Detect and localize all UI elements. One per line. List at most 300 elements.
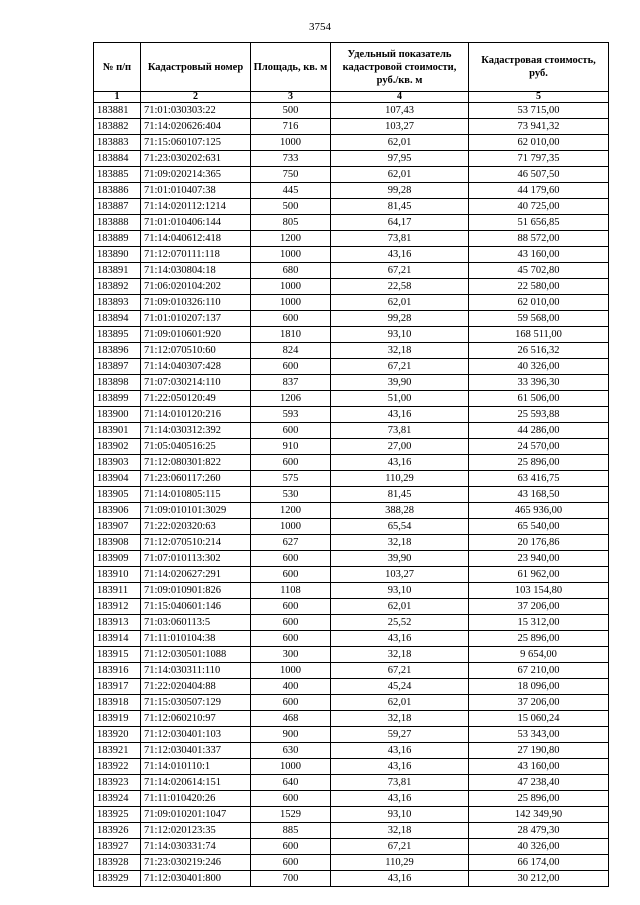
area-cell: 445	[251, 183, 331, 199]
row-number-cell: 183900	[94, 407, 141, 423]
unit-rate-cell: 64,17	[331, 215, 469, 231]
cadastral-number-cell: 71:14:040612:418	[141, 231, 251, 247]
cadastral-cost-cell: 46 507,50	[469, 167, 609, 183]
cadastral-cost-cell: 15 060,24	[469, 711, 609, 727]
cadastral-number-cell: 71:09:010901:826	[141, 583, 251, 599]
cadastral-number-cell: 71:01:010407:38	[141, 183, 251, 199]
area-cell: 600	[251, 791, 331, 807]
cadastral-cost-cell: 63 416,75	[469, 471, 609, 487]
cadastral-number-cell: 71:07:010113:302	[141, 551, 251, 567]
area-cell: 400	[251, 679, 331, 695]
cadastral-number-cell: 71:14:040307:428	[141, 359, 251, 375]
cadastral-number-cell: 71:22:050120:49	[141, 391, 251, 407]
cadastral-number-cell: 71:22:020404:88	[141, 679, 251, 695]
table-row	[94, 119, 609, 135]
cadastral-cost-cell: 71 797,35	[469, 151, 609, 167]
table-row	[94, 103, 609, 119]
cadastral-number-cell: 71:07:030214:110	[141, 375, 251, 391]
cadastral-number-cell: 71:23:060117:260	[141, 471, 251, 487]
cadastral-cost-cell: 43 168,50	[469, 487, 609, 503]
unit-rate-cell: 73,81	[331, 231, 469, 247]
unit-rate-cell: 32,18	[331, 823, 469, 839]
cadastral-number-cell: 71:09:010101:3029	[141, 503, 251, 519]
cadastral-number-cell: 71:12:070510:214	[141, 535, 251, 551]
table-row	[94, 519, 609, 535]
table-row	[94, 871, 609, 887]
unit-rate-cell: 67,21	[331, 359, 469, 375]
table-row	[94, 439, 609, 455]
cadastral-cost-cell: 26 516,32	[469, 343, 609, 359]
row-number-cell: 183893	[94, 295, 141, 311]
row-number-cell: 183901	[94, 423, 141, 439]
table-row	[94, 775, 609, 791]
cadastral-number-cell: 71:23:030202:631	[141, 151, 251, 167]
cadastral-number-cell: 71:01:030303:22	[141, 103, 251, 119]
table-row	[94, 231, 609, 247]
cadastral-cost-cell: 40 326,00	[469, 359, 609, 375]
area-cell: 1000	[251, 759, 331, 775]
cadastral-cost-cell: 61 962,00	[469, 567, 609, 583]
cadastral-number-cell: 71:14:010805:115	[141, 487, 251, 503]
area-cell: 900	[251, 727, 331, 743]
table-row	[94, 247, 609, 263]
unit-rate-cell: 110,29	[331, 855, 469, 871]
cadastral-cost-cell: 61 506,00	[469, 391, 609, 407]
cadastral-cost-cell: 44 286,00	[469, 423, 609, 439]
area-cell: 805	[251, 215, 331, 231]
row-number-cell: 183920	[94, 727, 141, 743]
header-area: Площадь, кв. м	[251, 43, 331, 92]
row-number-cell: 183929	[94, 871, 141, 887]
area-cell: 468	[251, 711, 331, 727]
unit-rate-cell: 65,54	[331, 519, 469, 535]
cadastral-cost-cell: 22 580,00	[469, 279, 609, 295]
row-number-cell: 183894	[94, 311, 141, 327]
cadastral-cost-cell: 103 154,80	[469, 583, 609, 599]
unit-rate-cell: 32,18	[331, 343, 469, 359]
table-row	[94, 663, 609, 679]
unit-rate-cell: 388,28	[331, 503, 469, 519]
table-row	[94, 471, 609, 487]
cadastral-number-cell: 71:14:010120:216	[141, 407, 251, 423]
table-row	[94, 855, 609, 871]
table-row	[94, 295, 609, 311]
row-number-cell: 183882	[94, 119, 141, 135]
cadastral-number-cell: 71:12:030501:1088	[141, 647, 251, 663]
cadastral-number-cell: 71:01:010406:144	[141, 215, 251, 231]
row-number-cell: 183886	[94, 183, 141, 199]
row-number-cell: 183914	[94, 631, 141, 647]
cadastral-number-cell: 71:14:030312:392	[141, 423, 251, 439]
unit-rate-cell: 62,01	[331, 135, 469, 151]
unit-rate-cell: 43,16	[331, 407, 469, 423]
unit-rate-cell: 110,29	[331, 471, 469, 487]
area-cell: 500	[251, 103, 331, 119]
cadastral-cost-cell: 168 511,00	[469, 327, 609, 343]
cadastral-cost-cell: 24 570,00	[469, 439, 609, 455]
row-number-cell: 183897	[94, 359, 141, 375]
cadastral-cost-cell: 40 725,00	[469, 199, 609, 215]
cadastral-number-cell: 71:03:060113:5	[141, 615, 251, 631]
cadastral-cost-cell: 25 896,00	[469, 455, 609, 471]
area-cell: 733	[251, 151, 331, 167]
column-number: 2	[141, 92, 251, 103]
unit-rate-cell: 43,16	[331, 871, 469, 887]
cadastral-number-cell: 71:14:020627:291	[141, 567, 251, 583]
cadastral-number-cell: 71:15:060107:125	[141, 135, 251, 151]
cadastral-cost-cell: 18 096,00	[469, 679, 609, 695]
row-number-cell: 183906	[94, 503, 141, 519]
area-cell: 575	[251, 471, 331, 487]
area-cell: 716	[251, 119, 331, 135]
cadastral-cost-cell: 62 010,00	[469, 295, 609, 311]
cadastral-cost-cell: 25 896,00	[469, 791, 609, 807]
cadastral-cost-cell: 51 656,85	[469, 215, 609, 231]
unit-rate-cell: 43,16	[331, 631, 469, 647]
column-number: 3	[251, 92, 331, 103]
unit-rate-cell: 62,01	[331, 599, 469, 615]
row-number-cell: 183902	[94, 439, 141, 455]
table-row	[94, 167, 609, 183]
cadastral-number-cell: 71:09:010201:1047	[141, 807, 251, 823]
cadastral-cost-cell: 66 174,00	[469, 855, 609, 871]
column-number: 1	[94, 92, 141, 103]
row-number-cell: 183919	[94, 711, 141, 727]
unit-rate-cell: 62,01	[331, 295, 469, 311]
cadastral-cost-cell: 25 593,88	[469, 407, 609, 423]
area-cell: 600	[251, 567, 331, 583]
cadastral-cost-cell: 45 702,80	[469, 263, 609, 279]
unit-rate-cell: 43,16	[331, 791, 469, 807]
cadastral-cost-cell: 40 326,00	[469, 839, 609, 855]
unit-rate-cell: 43,16	[331, 743, 469, 759]
table-row	[94, 503, 609, 519]
unit-rate-cell: 93,10	[331, 327, 469, 343]
area-cell: 530	[251, 487, 331, 503]
unit-rate-cell: 99,28	[331, 183, 469, 199]
row-number-cell: 183892	[94, 279, 141, 295]
area-cell: 1000	[251, 663, 331, 679]
column-number-row	[94, 92, 609, 103]
table-row	[94, 375, 609, 391]
row-number-cell: 183913	[94, 615, 141, 631]
cadastral-cost-cell: 465 936,00	[469, 503, 609, 519]
table-row	[94, 183, 609, 199]
cadastral-number-cell: 71:05:040516:25	[141, 439, 251, 455]
row-number-cell: 183912	[94, 599, 141, 615]
table-row	[94, 343, 609, 359]
cadastral-cost-cell: 20 176,86	[469, 535, 609, 551]
cadastral-number-cell: 71:14:010110:1	[141, 759, 251, 775]
unit-rate-cell: 22,58	[331, 279, 469, 295]
area-cell: 1000	[251, 519, 331, 535]
table-row	[94, 615, 609, 631]
table-row	[94, 839, 609, 855]
cadastral-cost-cell: 15 312,00	[469, 615, 609, 631]
row-number-cell: 183921	[94, 743, 141, 759]
row-number-cell: 183884	[94, 151, 141, 167]
unit-rate-cell: 59,27	[331, 727, 469, 743]
row-number-cell: 183883	[94, 135, 141, 151]
table-row	[94, 327, 609, 343]
area-cell: 700	[251, 871, 331, 887]
cadastral-cost-cell: 47 238,40	[469, 775, 609, 791]
area-cell: 837	[251, 375, 331, 391]
cadastral-number-cell: 71:15:030507:129	[141, 695, 251, 711]
cadastral-number-cell: 71:14:020626:404	[141, 119, 251, 135]
row-number-cell: 183915	[94, 647, 141, 663]
column-number: 4	[331, 92, 469, 103]
row-number-cell: 183910	[94, 567, 141, 583]
unit-rate-cell: 25,52	[331, 615, 469, 631]
cadastral-cost-cell: 28 479,30	[469, 823, 609, 839]
table-row	[94, 823, 609, 839]
table-row	[94, 759, 609, 775]
unit-rate-cell: 73,81	[331, 775, 469, 791]
area-cell: 680	[251, 263, 331, 279]
page-number: 3754	[309, 21, 331, 33]
cadastral-cost-cell: 33 396,30	[469, 375, 609, 391]
cadastral-number-cell: 71:12:070111:118	[141, 247, 251, 263]
area-cell: 627	[251, 535, 331, 551]
cadastral-number-cell: 71:11:010420:26	[141, 791, 251, 807]
row-number-cell: 183928	[94, 855, 141, 871]
cadastral-number-cell: 71:11:010104:38	[141, 631, 251, 647]
table-row	[94, 215, 609, 231]
area-cell: 1000	[251, 247, 331, 263]
row-number-cell: 183927	[94, 839, 141, 855]
unit-rate-cell: 43,16	[331, 247, 469, 263]
area-cell: 824	[251, 343, 331, 359]
row-number-cell: 183895	[94, 327, 141, 343]
unit-rate-cell: 97,95	[331, 151, 469, 167]
cadastral-cost-cell: 27 190,80	[469, 743, 609, 759]
cadastral-number-cell: 71:12:080301:822	[141, 455, 251, 471]
unit-rate-cell: 27,00	[331, 439, 469, 455]
table-row	[94, 727, 609, 743]
area-cell: 600	[251, 359, 331, 375]
unit-rate-cell: 62,01	[331, 695, 469, 711]
cadastral-cost-cell: 30 212,00	[469, 871, 609, 887]
table-row	[94, 631, 609, 647]
row-number-cell: 183890	[94, 247, 141, 263]
cadastral-cost-cell: 43 160,00	[469, 759, 609, 775]
cadastral-number-cell: 71:09:020214:365	[141, 167, 251, 183]
area-cell: 593	[251, 407, 331, 423]
table-row	[94, 487, 609, 503]
cadastral-number-cell: 71:14:030331:74	[141, 839, 251, 855]
row-number-cell: 183917	[94, 679, 141, 695]
table-row	[94, 647, 609, 663]
cadastral-cost-cell: 88 572,00	[469, 231, 609, 247]
row-number-cell: 183923	[94, 775, 141, 791]
header-row-number: № п/п	[94, 43, 141, 92]
area-cell: 1810	[251, 327, 331, 343]
table-row	[94, 599, 609, 615]
area-cell: 1529	[251, 807, 331, 823]
row-number-cell: 183909	[94, 551, 141, 567]
column-number: 5	[469, 92, 609, 103]
cadastral-cost-cell: 37 206,00	[469, 695, 609, 711]
cadastral-cost-cell: 65 540,00	[469, 519, 609, 535]
unit-rate-cell: 103,27	[331, 567, 469, 583]
table-row	[94, 711, 609, 727]
cadastral-number-cell: 71:14:030804:18	[141, 263, 251, 279]
cadastral-number-cell: 71:12:030401:337	[141, 743, 251, 759]
unit-rate-cell: 43,16	[331, 455, 469, 471]
row-number-cell: 183911	[94, 583, 141, 599]
cadastral-cost-cell: 67 210,00	[469, 663, 609, 679]
table-body	[94, 103, 609, 887]
cadastral-cost-cell: 73 941,32	[469, 119, 609, 135]
area-cell: 750	[251, 167, 331, 183]
row-number-cell: 183888	[94, 215, 141, 231]
row-number-cell: 183889	[94, 231, 141, 247]
cadastral-cost-cell: 37 206,00	[469, 599, 609, 615]
cadastral-table	[93, 42, 609, 887]
row-number-cell: 183899	[94, 391, 141, 407]
cadastral-number-cell: 71:14:020614:151	[141, 775, 251, 791]
header-unit-rate: Удельный показатель кадастровой стоимости, руб./кв. м	[331, 43, 469, 92]
cadastral-number-cell: 71:12:060210:97	[141, 711, 251, 727]
area-cell: 600	[251, 615, 331, 631]
unit-rate-cell: 93,10	[331, 583, 469, 599]
area-cell: 600	[251, 855, 331, 871]
unit-rate-cell: 32,18	[331, 647, 469, 663]
area-cell: 630	[251, 743, 331, 759]
unit-rate-cell: 45,24	[331, 679, 469, 695]
table-row	[94, 311, 609, 327]
unit-rate-cell: 43,16	[331, 759, 469, 775]
area-cell: 600	[251, 551, 331, 567]
table-row	[94, 263, 609, 279]
area-cell: 640	[251, 775, 331, 791]
unit-rate-cell: 67,21	[331, 839, 469, 855]
table-row	[94, 567, 609, 583]
unit-rate-cell: 67,21	[331, 263, 469, 279]
area-cell: 600	[251, 599, 331, 615]
row-number-cell: 183926	[94, 823, 141, 839]
cadastral-cost-cell: 53 343,00	[469, 727, 609, 743]
cadastral-cost-cell: 142 349,90	[469, 807, 609, 823]
row-number-cell: 183907	[94, 519, 141, 535]
table-row	[94, 743, 609, 759]
unit-rate-cell: 93,10	[331, 807, 469, 823]
row-number-cell: 183908	[94, 535, 141, 551]
row-number-cell: 183918	[94, 695, 141, 711]
cadastral-number-cell: 71:14:020112:1214	[141, 199, 251, 215]
row-number-cell: 183898	[94, 375, 141, 391]
area-cell: 1108	[251, 583, 331, 599]
row-number-cell: 183896	[94, 343, 141, 359]
area-cell: 300	[251, 647, 331, 663]
table-row	[94, 199, 609, 215]
cadastral-cost-cell: 9 654,00	[469, 647, 609, 663]
area-cell: 600	[251, 423, 331, 439]
table-row	[94, 135, 609, 151]
unit-rate-cell: 39,90	[331, 375, 469, 391]
unit-rate-cell: 99,28	[331, 311, 469, 327]
unit-rate-cell: 32,18	[331, 535, 469, 551]
area-cell: 1000	[251, 295, 331, 311]
cadastral-number-cell: 71:15:040601:146	[141, 599, 251, 615]
area-cell: 600	[251, 455, 331, 471]
area-cell: 1206	[251, 391, 331, 407]
table-row	[94, 423, 609, 439]
table-row	[94, 807, 609, 823]
cadastral-number-cell: 71:12:020123:35	[141, 823, 251, 839]
unit-rate-cell: 51,00	[331, 391, 469, 407]
cadastral-number-cell: 71:22:020320:63	[141, 519, 251, 535]
cadastral-number-cell: 71:06:020104:202	[141, 279, 251, 295]
row-number-cell: 183881	[94, 103, 141, 119]
table-row	[94, 583, 609, 599]
table-header-row	[94, 43, 609, 92]
unit-rate-cell: 81,45	[331, 487, 469, 503]
table-row	[94, 455, 609, 471]
row-number-cell: 183916	[94, 663, 141, 679]
table-row	[94, 791, 609, 807]
row-number-cell: 183905	[94, 487, 141, 503]
area-cell: 500	[251, 199, 331, 215]
cadastral-cost-cell: 59 568,00	[469, 311, 609, 327]
table-row	[94, 391, 609, 407]
row-number-cell: 183891	[94, 263, 141, 279]
cadastral-number-cell: 71:01:010207:137	[141, 311, 251, 327]
cadastral-cost-cell: 43 160,00	[469, 247, 609, 263]
table-row	[94, 279, 609, 295]
area-cell: 600	[251, 311, 331, 327]
cadastral-cost-cell: 23 940,00	[469, 551, 609, 567]
cadastral-number-cell: 71:12:070510:60	[141, 343, 251, 359]
header-cadastral-number: Кадастровый номер	[141, 43, 251, 92]
unit-rate-cell: 32,18	[331, 711, 469, 727]
area-cell: 910	[251, 439, 331, 455]
cadastral-number-cell: 71:12:030401:800	[141, 871, 251, 887]
table-row	[94, 535, 609, 551]
cadastral-number-cell: 71:14:030311:110	[141, 663, 251, 679]
cadastral-number-cell: 71:23:030219:246	[141, 855, 251, 871]
cadastral-number-cell: 71:12:030401:103	[141, 727, 251, 743]
unit-rate-cell: 73,81	[331, 423, 469, 439]
table-row	[94, 679, 609, 695]
row-number-cell: 183922	[94, 759, 141, 775]
table-row	[94, 407, 609, 423]
table-row	[94, 551, 609, 567]
table-row	[94, 151, 609, 167]
row-number-cell: 183885	[94, 167, 141, 183]
unit-rate-cell: 39,90	[331, 551, 469, 567]
area-cell: 1200	[251, 231, 331, 247]
row-number-cell: 183924	[94, 791, 141, 807]
cadastral-cost-cell: 53 715,00	[469, 103, 609, 119]
table-row	[94, 359, 609, 375]
area-cell: 1000	[251, 279, 331, 295]
unit-rate-cell: 67,21	[331, 663, 469, 679]
unit-rate-cell: 103,27	[331, 119, 469, 135]
row-number-cell: 183925	[94, 807, 141, 823]
area-cell: 600	[251, 839, 331, 855]
row-number-cell: 183903	[94, 455, 141, 471]
area-cell: 885	[251, 823, 331, 839]
cadastral-number-cell: 71:09:010326:110	[141, 295, 251, 311]
area-cell: 600	[251, 695, 331, 711]
cadastral-cost-cell: 62 010,00	[469, 135, 609, 151]
cadastral-number-cell: 71:09:010601:920	[141, 327, 251, 343]
row-number-cell: 183904	[94, 471, 141, 487]
unit-rate-cell: 81,45	[331, 199, 469, 215]
unit-rate-cell: 107,43	[331, 103, 469, 119]
